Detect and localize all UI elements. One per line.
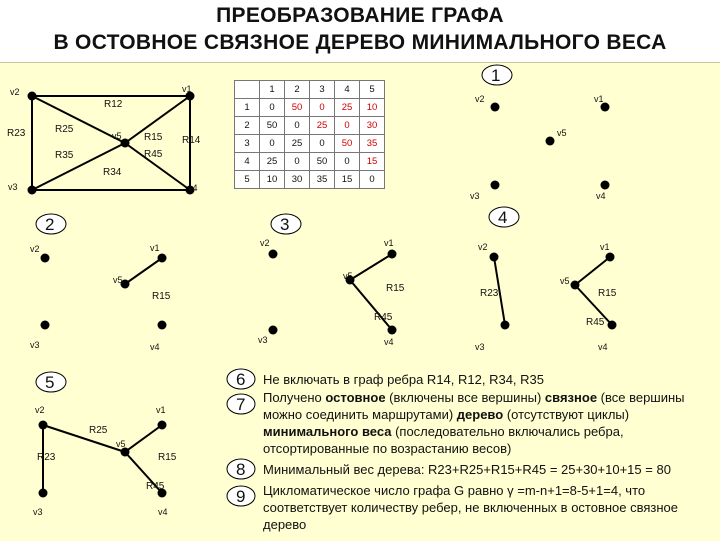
edge-label-r23: R23 — [7, 128, 26, 139]
step2-edge-r15 — [125, 258, 162, 284]
matrix-row: 4 25 0 50 0 15 — [235, 153, 385, 171]
svg-text:v2: v2 — [30, 244, 40, 254]
vertex-label-v2: v2 — [10, 87, 20, 97]
vertex-v3 — [28, 186, 37, 195]
svg-text:v2: v2 — [35, 405, 45, 415]
weight-matrix — [234, 80, 385, 189]
step1-vertices — [491, 103, 610, 190]
matrix-col-header: 2 — [285, 81, 310, 99]
svg-text:v1: v1 — [150, 243, 160, 253]
svg-text:v4: v4 — [598, 342, 608, 352]
matrix-header-row — [235, 81, 385, 99]
svg-text:v3: v3 — [33, 507, 43, 517]
vertex-label-v5: v5 — [112, 131, 122, 141]
vertex-label-v4: v4 — [188, 183, 198, 193]
matrix-row: 3 0 25 0 50 35 — [235, 135, 385, 153]
edge-label-r14: R14 — [182, 135, 201, 146]
svg-text:7: 7 — [236, 395, 246, 414]
svg-text:v2: v2 — [260, 238, 270, 248]
svg-text:v5: v5 — [343, 271, 353, 281]
svg-text:v5: v5 — [113, 275, 123, 285]
edge-label-r35: R35 — [55, 150, 74, 161]
matrix-row-header: 4 — [235, 153, 260, 171]
svg-text:R45: R45 — [146, 481, 165, 492]
svg-text:R45: R45 — [374, 312, 393, 323]
edge-label-r34: R34 — [103, 167, 122, 178]
svg-text:v4: v4 — [158, 507, 168, 517]
matrix-row: 2 50 0 25 0 30 — [235, 117, 385, 135]
svg-text:2: 2 — [45, 215, 55, 234]
matrix-row-header: 3 — [235, 135, 260, 153]
note-7: Получено остовное (включены все вершины) связное (все вершины можно соединить маршрутами) дерево (отсутствуют циклы) минимального веса (последовательно включались ребра, отсортированные по возрастанию весов) — [263, 390, 685, 456]
svg-text:R15: R15 — [598, 288, 617, 299]
note-9: Цикломатическое число графа G равно γ =m-n+1=8-5+1=4, что соответствует количеству ребер, не включенных в остовное связное дерево — [263, 483, 679, 532]
svg-text:v3: v3 — [475, 342, 485, 352]
svg-text:R23: R23 — [480, 288, 499, 299]
svg-text:R23: R23 — [37, 452, 56, 463]
matrix-row-header: 2 — [235, 117, 260, 135]
vertex-v2 — [28, 92, 37, 101]
svg-text:9: 9 — [236, 487, 246, 506]
svg-text:R15: R15 — [152, 291, 171, 302]
svg-text:v1: v1 — [600, 242, 610, 252]
svg-text:v5: v5 — [557, 128, 567, 138]
svg-text:8: 8 — [236, 460, 246, 479]
svg-text:1: 1 — [491, 66, 501, 85]
title-line-2: В ОСТОВНОЕ СВЯЗНОЕ ДЕРЕВО МИНИМАЛЬНОГО ВЕСА — [53, 31, 667, 54]
svg-text:v1: v1 — [384, 238, 394, 248]
vertex-label-v3: v3 — [8, 182, 18, 192]
svg-text:R15: R15 — [386, 283, 405, 294]
edge-label-r25: R25 — [55, 124, 74, 135]
note-8: Минимальный вес дерева: R23+R25+R15+R45 = 25+30+10+15 = 80 — [263, 462, 671, 477]
svg-text:v2: v2 — [478, 242, 488, 252]
edge-label-r15: R15 — [144, 132, 163, 143]
svg-text:v1: v1 — [594, 94, 604, 104]
svg-text:v2: v2 — [475, 94, 485, 104]
svg-text:v4: v4 — [150, 342, 160, 352]
matrix-col-header: 3 — [310, 81, 335, 99]
svg-text:5: 5 — [45, 373, 55, 392]
svg-text:3: 3 — [280, 215, 290, 234]
svg-text:v3: v3 — [30, 340, 40, 350]
step2-vertices — [41, 254, 167, 330]
title-line-1: ПРЕОБРАЗОВАНИЕ ГРАФА — [216, 4, 504, 27]
note-6: Не включать в граф ребра R14, R12, R34, R35 — [263, 372, 544, 387]
matrix-row-header: 1 — [235, 99, 260, 117]
edge-label-r45: R45 — [144, 149, 163, 160]
svg-text:6: 6 — [236, 370, 246, 389]
svg-text:R25: R25 — [89, 425, 108, 436]
matrix-col-header: 1 — [260, 81, 285, 99]
svg-text:4: 4 — [498, 208, 508, 227]
matrix-row: 1 0 50 0 25 10 — [235, 99, 385, 117]
svg-text:v3: v3 — [258, 335, 268, 345]
svg-text:v4: v4 — [596, 191, 606, 201]
vertex-v5 — [121, 139, 130, 148]
vertex-label-v1: v1 — [182, 84, 192, 94]
matrix-row-header: 5 — [235, 171, 260, 189]
svg-text:v5: v5 — [116, 439, 126, 449]
matrix-col-header: 4 — [335, 81, 360, 99]
svg-text:v1: v1 — [156, 405, 166, 415]
svg-text:v4: v4 — [384, 337, 394, 347]
matrix-col-header: 5 — [360, 81, 385, 99]
svg-text:v3: v3 — [470, 191, 480, 201]
matrix-corner — [235, 81, 260, 99]
matrix-row: 5 10 30 35 15 0 — [235, 171, 385, 189]
edge-label-r12: R12 — [104, 99, 123, 110]
svg-text:R45: R45 — [586, 317, 605, 328]
svg-text:v5: v5 — [560, 276, 570, 286]
svg-text:R15: R15 — [158, 452, 177, 463]
